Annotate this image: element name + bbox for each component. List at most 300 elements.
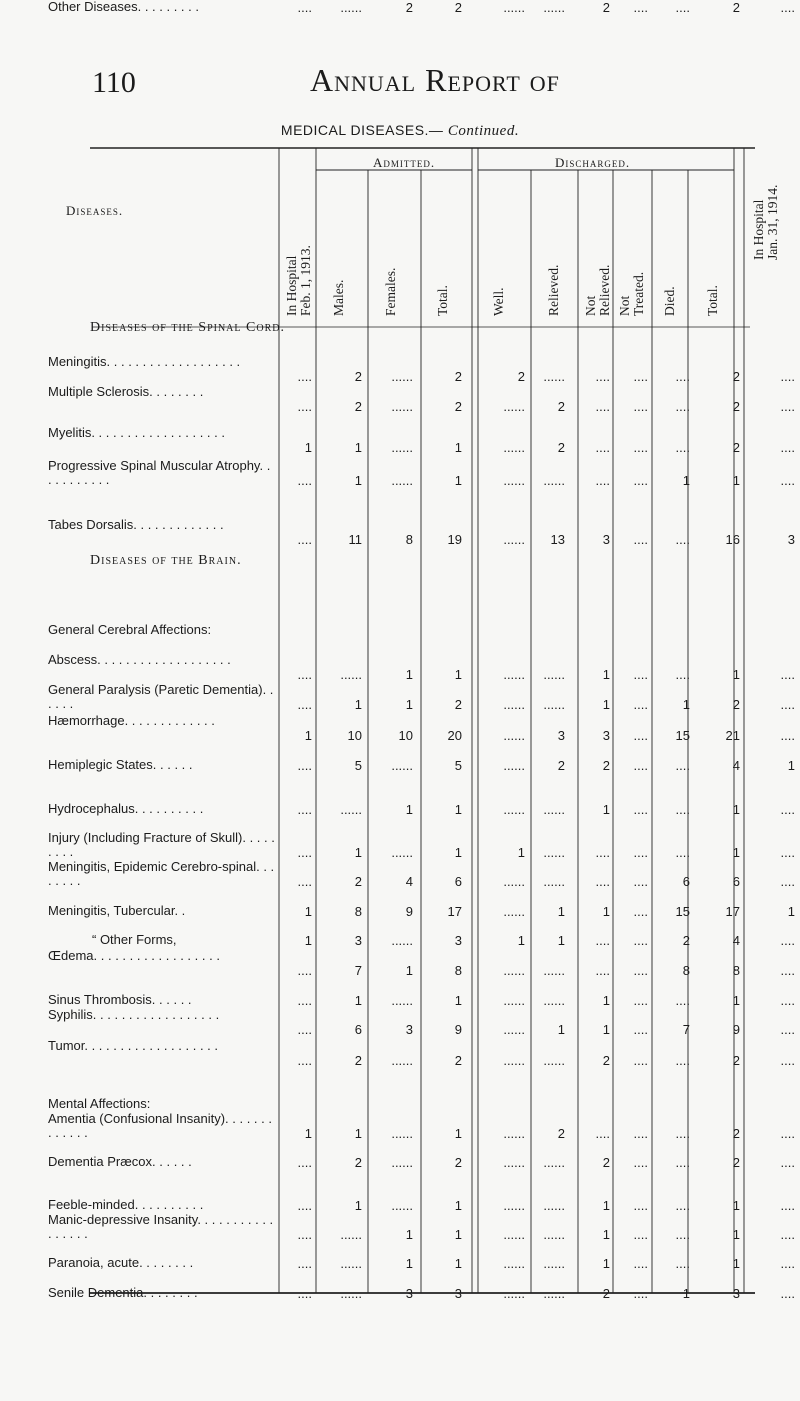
- table-cell: ....: [780, 0, 795, 15]
- row-label: Diseases of the Spinal Cord.: [90, 320, 285, 335]
- table-cell: ......: [543, 963, 565, 978]
- table-cell: 1: [732, 1198, 740, 1213]
- table-cell: ....: [633, 874, 648, 889]
- table-cell: 1: [405, 963, 413, 978]
- table-cell: 1: [405, 1227, 413, 1242]
- table-cell: 10: [398, 728, 413, 743]
- table-cell: ....: [633, 1155, 648, 1170]
- table-cell: ....: [780, 963, 795, 978]
- table-cell: ....: [675, 758, 690, 773]
- table-cell: ......: [503, 399, 525, 414]
- table-cell: ....: [633, 1286, 648, 1301]
- col-header-total-adm: Total.: [435, 285, 450, 316]
- table-cell: ....: [297, 993, 312, 1008]
- table-cell: ....: [780, 1198, 795, 1213]
- table-cell: ....: [595, 933, 610, 948]
- table-cell: ....: [780, 728, 795, 743]
- table-cell: ......: [340, 1286, 362, 1301]
- table-cell: 1: [682, 473, 690, 488]
- table-cell: ....: [595, 440, 610, 455]
- table-cell: ......: [503, 1198, 525, 1213]
- row-label: Injury (Including Fracture of Skull). . . . . . . . .: [48, 830, 275, 859]
- table-cell: 2: [405, 0, 413, 15]
- table-cell: 2: [682, 933, 690, 948]
- table-cell: ......: [340, 0, 362, 15]
- table-cell: ....: [297, 1256, 312, 1271]
- table-cell: 2: [732, 399, 740, 414]
- table-cell: ....: [297, 1155, 312, 1170]
- table-cell: ....: [780, 399, 795, 414]
- table-cell: 1: [454, 845, 462, 860]
- table-cell: 3: [787, 532, 795, 547]
- table-cell: 1: [602, 697, 610, 712]
- table-cell: 1: [732, 473, 740, 488]
- table-cell: ......: [503, 1022, 525, 1037]
- col-header-died: Died.: [662, 286, 677, 316]
- table-cell: ....: [780, 1022, 795, 1037]
- table-cell: ....: [297, 1286, 312, 1301]
- table-cell: 1: [304, 440, 312, 455]
- table-cell: 3: [405, 1022, 413, 1037]
- table-cell: 3: [602, 728, 610, 743]
- table-cell: ....: [595, 399, 610, 414]
- table-cell: 2: [732, 1053, 740, 1068]
- table-cell: ....: [633, 0, 648, 15]
- table-cell: 1: [354, 993, 362, 1008]
- table-cell: 1: [454, 993, 462, 1008]
- table-cell: 2: [454, 697, 462, 712]
- table-cell: ....: [297, 473, 312, 488]
- table-cell: 2: [354, 874, 362, 889]
- table-cell: 2: [354, 369, 362, 384]
- col-header-females: Females.: [383, 267, 398, 316]
- table-cell: 13: [550, 532, 565, 547]
- table-cell: 3: [602, 532, 610, 547]
- row-label: Dementia Præcox. . . . . .: [48, 1154, 192, 1169]
- table-cell: 1: [732, 667, 740, 682]
- table-cell: 17: [725, 904, 740, 919]
- row-label: Œdema. . . . . . . . . . . . . . . . . .: [48, 948, 220, 963]
- table-cell: ....: [675, 1227, 690, 1242]
- table-cell: ....: [780, 874, 795, 889]
- table-cell: ....: [633, 802, 648, 817]
- table-cell: 2: [454, 0, 462, 15]
- col-header-relieved: Relieved.: [546, 264, 561, 316]
- row-label: Syphilis. . . . . . . . . . . . . . . . . .: [48, 1007, 220, 1022]
- table-cell: ......: [391, 473, 413, 488]
- table-cell: ....: [633, 440, 648, 455]
- row-label: Tabes Dorsalis. . . . . . . . . . . . .: [48, 517, 224, 532]
- table-cell: 2: [602, 1053, 610, 1068]
- row-label: Senile Dementia. . . . . . . .: [48, 1285, 198, 1300]
- table-cell: ....: [675, 399, 690, 414]
- table-cell: ....: [297, 1227, 312, 1242]
- table-cell: 1: [454, 1126, 462, 1141]
- table-cell: ......: [543, 845, 565, 860]
- table-cell: 17: [447, 904, 462, 919]
- table-cell: ....: [780, 369, 795, 384]
- table-cell: 1: [454, 1227, 462, 1242]
- table-cell: ......: [391, 399, 413, 414]
- table-cell: ....: [780, 697, 795, 712]
- table-cell: ....: [675, 1126, 690, 1141]
- table-cell: ......: [543, 697, 565, 712]
- table-cell: 6: [732, 874, 740, 889]
- table-title-continued: Continued.: [447, 123, 520, 139]
- table-cell: ....: [675, 1198, 690, 1213]
- table-cell: ....: [297, 697, 312, 712]
- table-cell: 1: [602, 802, 610, 817]
- table-cell: 8: [354, 904, 362, 919]
- table-cell: ......: [503, 532, 525, 547]
- table-cell: ....: [780, 473, 795, 488]
- row-label: Meningitis, Epidemic Cerebro-spinal. . . . . . . .: [48, 859, 275, 888]
- table-cell: ....: [297, 1053, 312, 1068]
- table-cell: 3: [454, 933, 462, 948]
- table-cell: ......: [503, 697, 525, 712]
- table-cell: 1: [354, 440, 362, 455]
- table-cell: ......: [543, 1286, 565, 1301]
- col-header-discharged: Discharged.: [555, 155, 631, 170]
- table-cell: ....: [633, 993, 648, 1008]
- table-cell: ....: [633, 399, 648, 414]
- row-label: Hæmorrhage. . . . . . . . . . . . .: [48, 713, 215, 728]
- table-cell: ......: [503, 904, 525, 919]
- table-cell: 1: [304, 1126, 312, 1141]
- col-header-males: Males.: [331, 279, 346, 316]
- table-cell: ....: [297, 1022, 312, 1037]
- table-cell: 5: [454, 758, 462, 773]
- table-cell: 8: [454, 963, 462, 978]
- table-cell: 1: [602, 1198, 610, 1213]
- table-cell: 2: [557, 1126, 565, 1141]
- row-label: Myelitis. . . . . . . . . . . . . . . . . . .: [48, 425, 225, 440]
- table-cell: 1: [304, 933, 312, 948]
- table-cell: 20: [447, 728, 462, 743]
- table-cell: 4: [732, 758, 740, 773]
- table-cell: ....: [633, 758, 648, 773]
- table-cell: 21: [725, 728, 740, 743]
- table-cell: 1: [557, 904, 565, 919]
- row-label: Meningitis. . . . . . . . . . . . . . . . . . .: [48, 354, 241, 369]
- table-cell: 2: [354, 1053, 362, 1068]
- table-cell: ....: [297, 845, 312, 860]
- table-cell: ....: [633, 1126, 648, 1141]
- table-cell: ......: [391, 1126, 413, 1141]
- table-cell: 1: [682, 697, 690, 712]
- table-cell: ....: [297, 399, 312, 414]
- table-cell: 4: [405, 874, 413, 889]
- table-cell: ....: [595, 369, 610, 384]
- row-label: “ Other Forms,: [92, 932, 177, 947]
- table-cell: ....: [633, 473, 648, 488]
- table-cell: 1: [405, 1256, 413, 1271]
- table-cell: ......: [503, 963, 525, 978]
- table-cell: ....: [780, 1155, 795, 1170]
- table-cell: 9: [732, 1022, 740, 1037]
- row-label: Paranoia, acute. . . . . . . .: [48, 1255, 194, 1270]
- table-cell: 7: [354, 963, 362, 978]
- table-cell: ....: [675, 1256, 690, 1271]
- table-cell: ....: [633, 963, 648, 978]
- table-cell: ....: [780, 993, 795, 1008]
- table-cell: ....: [297, 802, 312, 817]
- table-cell: 1: [602, 993, 610, 1008]
- table-cell: ....: [780, 440, 795, 455]
- table-cell: 1: [602, 1256, 610, 1271]
- table-cell: 2: [354, 1155, 362, 1170]
- table-cell: ......: [543, 1155, 565, 1170]
- page-number: 110: [92, 66, 136, 99]
- table-cell: ....: [633, 1256, 648, 1271]
- table-cell: ......: [340, 1256, 362, 1271]
- table-cell: ....: [675, 667, 690, 682]
- table-cell: ......: [340, 802, 362, 817]
- table-cell: ......: [391, 1155, 413, 1170]
- table-cell: ....: [297, 667, 312, 682]
- table-cell: 1: [405, 802, 413, 817]
- table-cell: ....: [675, 440, 690, 455]
- running-head-text: Annual Report of: [310, 62, 560, 98]
- row-label: Feeble-minded. . . . . . . . . .: [48, 1197, 204, 1212]
- table-cell: ....: [780, 1227, 795, 1242]
- table-cell: ....: [595, 963, 610, 978]
- table-cell: ......: [503, 802, 525, 817]
- row-label: Sinus Thrombosis. . . . . .: [48, 992, 192, 1007]
- row-label: Other Diseases. . . . . . . . .: [48, 0, 199, 14]
- table-cell: 8: [732, 963, 740, 978]
- table-cell: 1: [354, 473, 362, 488]
- table-cell: ....: [780, 933, 795, 948]
- table-cell: ....: [675, 369, 690, 384]
- table-cell: ....: [675, 1053, 690, 1068]
- table-cell: ....: [675, 802, 690, 817]
- col-header-total-dis: Total.: [705, 285, 720, 316]
- table-cell: ....: [595, 473, 610, 488]
- table-cell: 1: [682, 1286, 690, 1301]
- table-cell: ....: [780, 845, 795, 860]
- row-label: General Cerebral Affections:: [48, 622, 212, 637]
- table-cell: ......: [503, 993, 525, 1008]
- table-cell: 1: [732, 993, 740, 1008]
- row-label: Amentia (Confusional Insanity). . . . . . . . . . . . .: [48, 1111, 272, 1140]
- table-cell: ....: [675, 532, 690, 547]
- row-label: Mental Affections:: [48, 1096, 151, 1111]
- table-cell: ....: [297, 963, 312, 978]
- table-cell: 2: [732, 0, 740, 15]
- col-header-in-hospital-start: In Hospital Feb. 1, 1913.: [284, 245, 313, 316]
- table-cell: 2: [454, 399, 462, 414]
- table-cell: ......: [503, 728, 525, 743]
- table-cell: 2: [602, 0, 610, 15]
- table-cell: 2: [454, 369, 462, 384]
- table-cell: ....: [675, 845, 690, 860]
- table-cell: 1: [517, 845, 525, 860]
- col-header-not-treated: Not Treated.: [617, 271, 646, 316]
- table-cell: ....: [780, 1126, 795, 1141]
- table-cell: 1: [732, 802, 740, 817]
- table-cell: ....: [780, 1053, 795, 1068]
- table-cell: ......: [503, 1053, 525, 1068]
- table-cell: 16: [725, 532, 740, 547]
- table-cell: 1: [354, 1198, 362, 1213]
- table-cell: ......: [503, 440, 525, 455]
- row-label: Manic-depressive Insanity. . . . . . . . . . . . . . . . .: [48, 1212, 274, 1241]
- table-cell: 1: [602, 1227, 610, 1242]
- row-label: Progressive Spinal Muscular Atrophy. . . . . . . . . . .: [48, 458, 271, 487]
- table-cell: 2: [454, 1155, 462, 1170]
- table-cell: 8: [682, 963, 690, 978]
- table-cell: ......: [503, 1155, 525, 1170]
- table-cell: ....: [633, 697, 648, 712]
- table-cell: ......: [391, 758, 413, 773]
- table-cell: 2: [732, 1126, 740, 1141]
- table-cell: ....: [297, 874, 312, 889]
- row-label: Multiple Sclerosis. . . . . . . .: [48, 384, 204, 399]
- table-cell: 1: [354, 697, 362, 712]
- table-cell: 2: [557, 440, 565, 455]
- table-cell: 1: [454, 440, 462, 455]
- row-label: Hydrocephalus. . . . . . . . . .: [48, 801, 204, 816]
- table-cell: 3: [557, 728, 565, 743]
- row-label: Abscess. . . . . . . . . . . . . . . . . . .: [48, 652, 231, 667]
- table-cell: ......: [503, 473, 525, 488]
- table-cell: ....: [780, 667, 795, 682]
- table-cell: 9: [405, 904, 413, 919]
- table-cell: 1: [557, 1022, 565, 1037]
- table-cell: 1: [517, 933, 525, 948]
- table-cell: 2: [517, 369, 525, 384]
- table-cell: ......: [543, 802, 565, 817]
- table-cell: ......: [391, 993, 413, 1008]
- col-header-diseases: Diseases.: [66, 203, 124, 218]
- table-cell: ....: [633, 845, 648, 860]
- table-cell: ......: [543, 1198, 565, 1213]
- table-cell: ....: [633, 667, 648, 682]
- table-cell: ......: [391, 1053, 413, 1068]
- table-cell: 2: [602, 1286, 610, 1301]
- table-cell: ....: [297, 532, 312, 547]
- table-cell: 1: [304, 728, 312, 743]
- table-cell: ....: [297, 369, 312, 384]
- table-cell: ......: [543, 993, 565, 1008]
- row-label: Diseases of the Brain.: [90, 553, 242, 568]
- table-cell: 6: [354, 1022, 362, 1037]
- table-cell: 2: [557, 758, 565, 773]
- table-cell: ....: [780, 1256, 795, 1271]
- table-cell: ....: [297, 0, 312, 15]
- table-cell: 1: [787, 758, 795, 773]
- table-cell: ......: [543, 0, 565, 15]
- table-cell: 2: [732, 697, 740, 712]
- table-cell: ......: [503, 1227, 525, 1242]
- table-cell: ......: [503, 667, 525, 682]
- table-cell: ....: [633, 1227, 648, 1242]
- table-cell: 9: [454, 1022, 462, 1037]
- col-header-well: Well.: [491, 287, 506, 316]
- table-cell: 1: [354, 1126, 362, 1141]
- table-cell: ......: [503, 758, 525, 773]
- table-cell: 1: [732, 1256, 740, 1271]
- table-cell: 2: [454, 1053, 462, 1068]
- table-cell: 4: [732, 933, 740, 948]
- table-cell: 1: [405, 667, 413, 682]
- table-cell: 2: [602, 758, 610, 773]
- table-cell: 1: [304, 904, 312, 919]
- table-cell: 19: [447, 532, 462, 547]
- table-cell: 8: [405, 532, 413, 547]
- table-cell: ......: [543, 473, 565, 488]
- col-header-admitted: Admitted.: [373, 155, 436, 170]
- table-cell: 1: [602, 1022, 610, 1037]
- table-cell: 3: [354, 933, 362, 948]
- table-cell: ....: [633, 1198, 648, 1213]
- table-cell: ......: [340, 667, 362, 682]
- table-cell: ......: [391, 845, 413, 860]
- table-cell: 1: [557, 933, 565, 948]
- table-cell: 3: [454, 1286, 462, 1301]
- table-cell: 11: [348, 532, 362, 547]
- table-cell: ......: [543, 369, 565, 384]
- row-label: Hemiplegic States. . . . . .: [48, 757, 193, 772]
- table-cell: 3: [405, 1286, 413, 1301]
- table-cell: 6: [682, 874, 690, 889]
- table-cell: ......: [543, 874, 565, 889]
- table-cell: 1: [732, 1227, 740, 1242]
- table-cell: 1: [602, 904, 610, 919]
- table-cell: 15: [675, 728, 690, 743]
- table-cell: ......: [503, 1126, 525, 1141]
- table-cell: 1: [454, 1198, 462, 1213]
- table-cell: ......: [391, 933, 413, 948]
- table-cell: ......: [340, 1227, 362, 1242]
- table-cell: 1: [732, 845, 740, 860]
- table-cell: 5: [354, 758, 362, 773]
- table-cell: 15: [675, 904, 690, 919]
- col-header-not-relieved: Not Relieved.: [583, 264, 612, 316]
- table-cell: ....: [633, 532, 648, 547]
- row-label: Meningitis, Tubercular. .: [48, 903, 186, 918]
- table-cell: 1: [454, 667, 462, 682]
- table-cell: ......: [543, 1256, 565, 1271]
- table-cell: ....: [595, 1126, 610, 1141]
- table-cell: 1: [602, 667, 610, 682]
- table-cell: 2: [732, 1155, 740, 1170]
- table-cell: ....: [633, 933, 648, 948]
- table-cell: 1: [454, 473, 462, 488]
- table-cell: ....: [780, 802, 795, 817]
- table-cell: ......: [503, 0, 525, 15]
- table-cell: ....: [595, 845, 610, 860]
- table-cell: ......: [543, 1227, 565, 1242]
- table-cell: ....: [633, 1053, 648, 1068]
- table-cell: 2: [732, 440, 740, 455]
- table-cell: 2: [354, 399, 362, 414]
- table-cell: 2: [602, 1155, 610, 1170]
- table-cell: 7: [682, 1022, 690, 1037]
- table-cell: ....: [633, 1022, 648, 1037]
- table-cell: ....: [675, 993, 690, 1008]
- table-cell: 1: [454, 1256, 462, 1271]
- table-cell: ......: [543, 1053, 565, 1068]
- table-cell: ......: [391, 440, 413, 455]
- table-cell: 6: [454, 874, 462, 889]
- table-cell: ....: [297, 1198, 312, 1213]
- table-cell: ......: [503, 874, 525, 889]
- table-cell: ....: [633, 904, 648, 919]
- table-cell: 1: [354, 845, 362, 860]
- table-cell: ......: [391, 1198, 413, 1213]
